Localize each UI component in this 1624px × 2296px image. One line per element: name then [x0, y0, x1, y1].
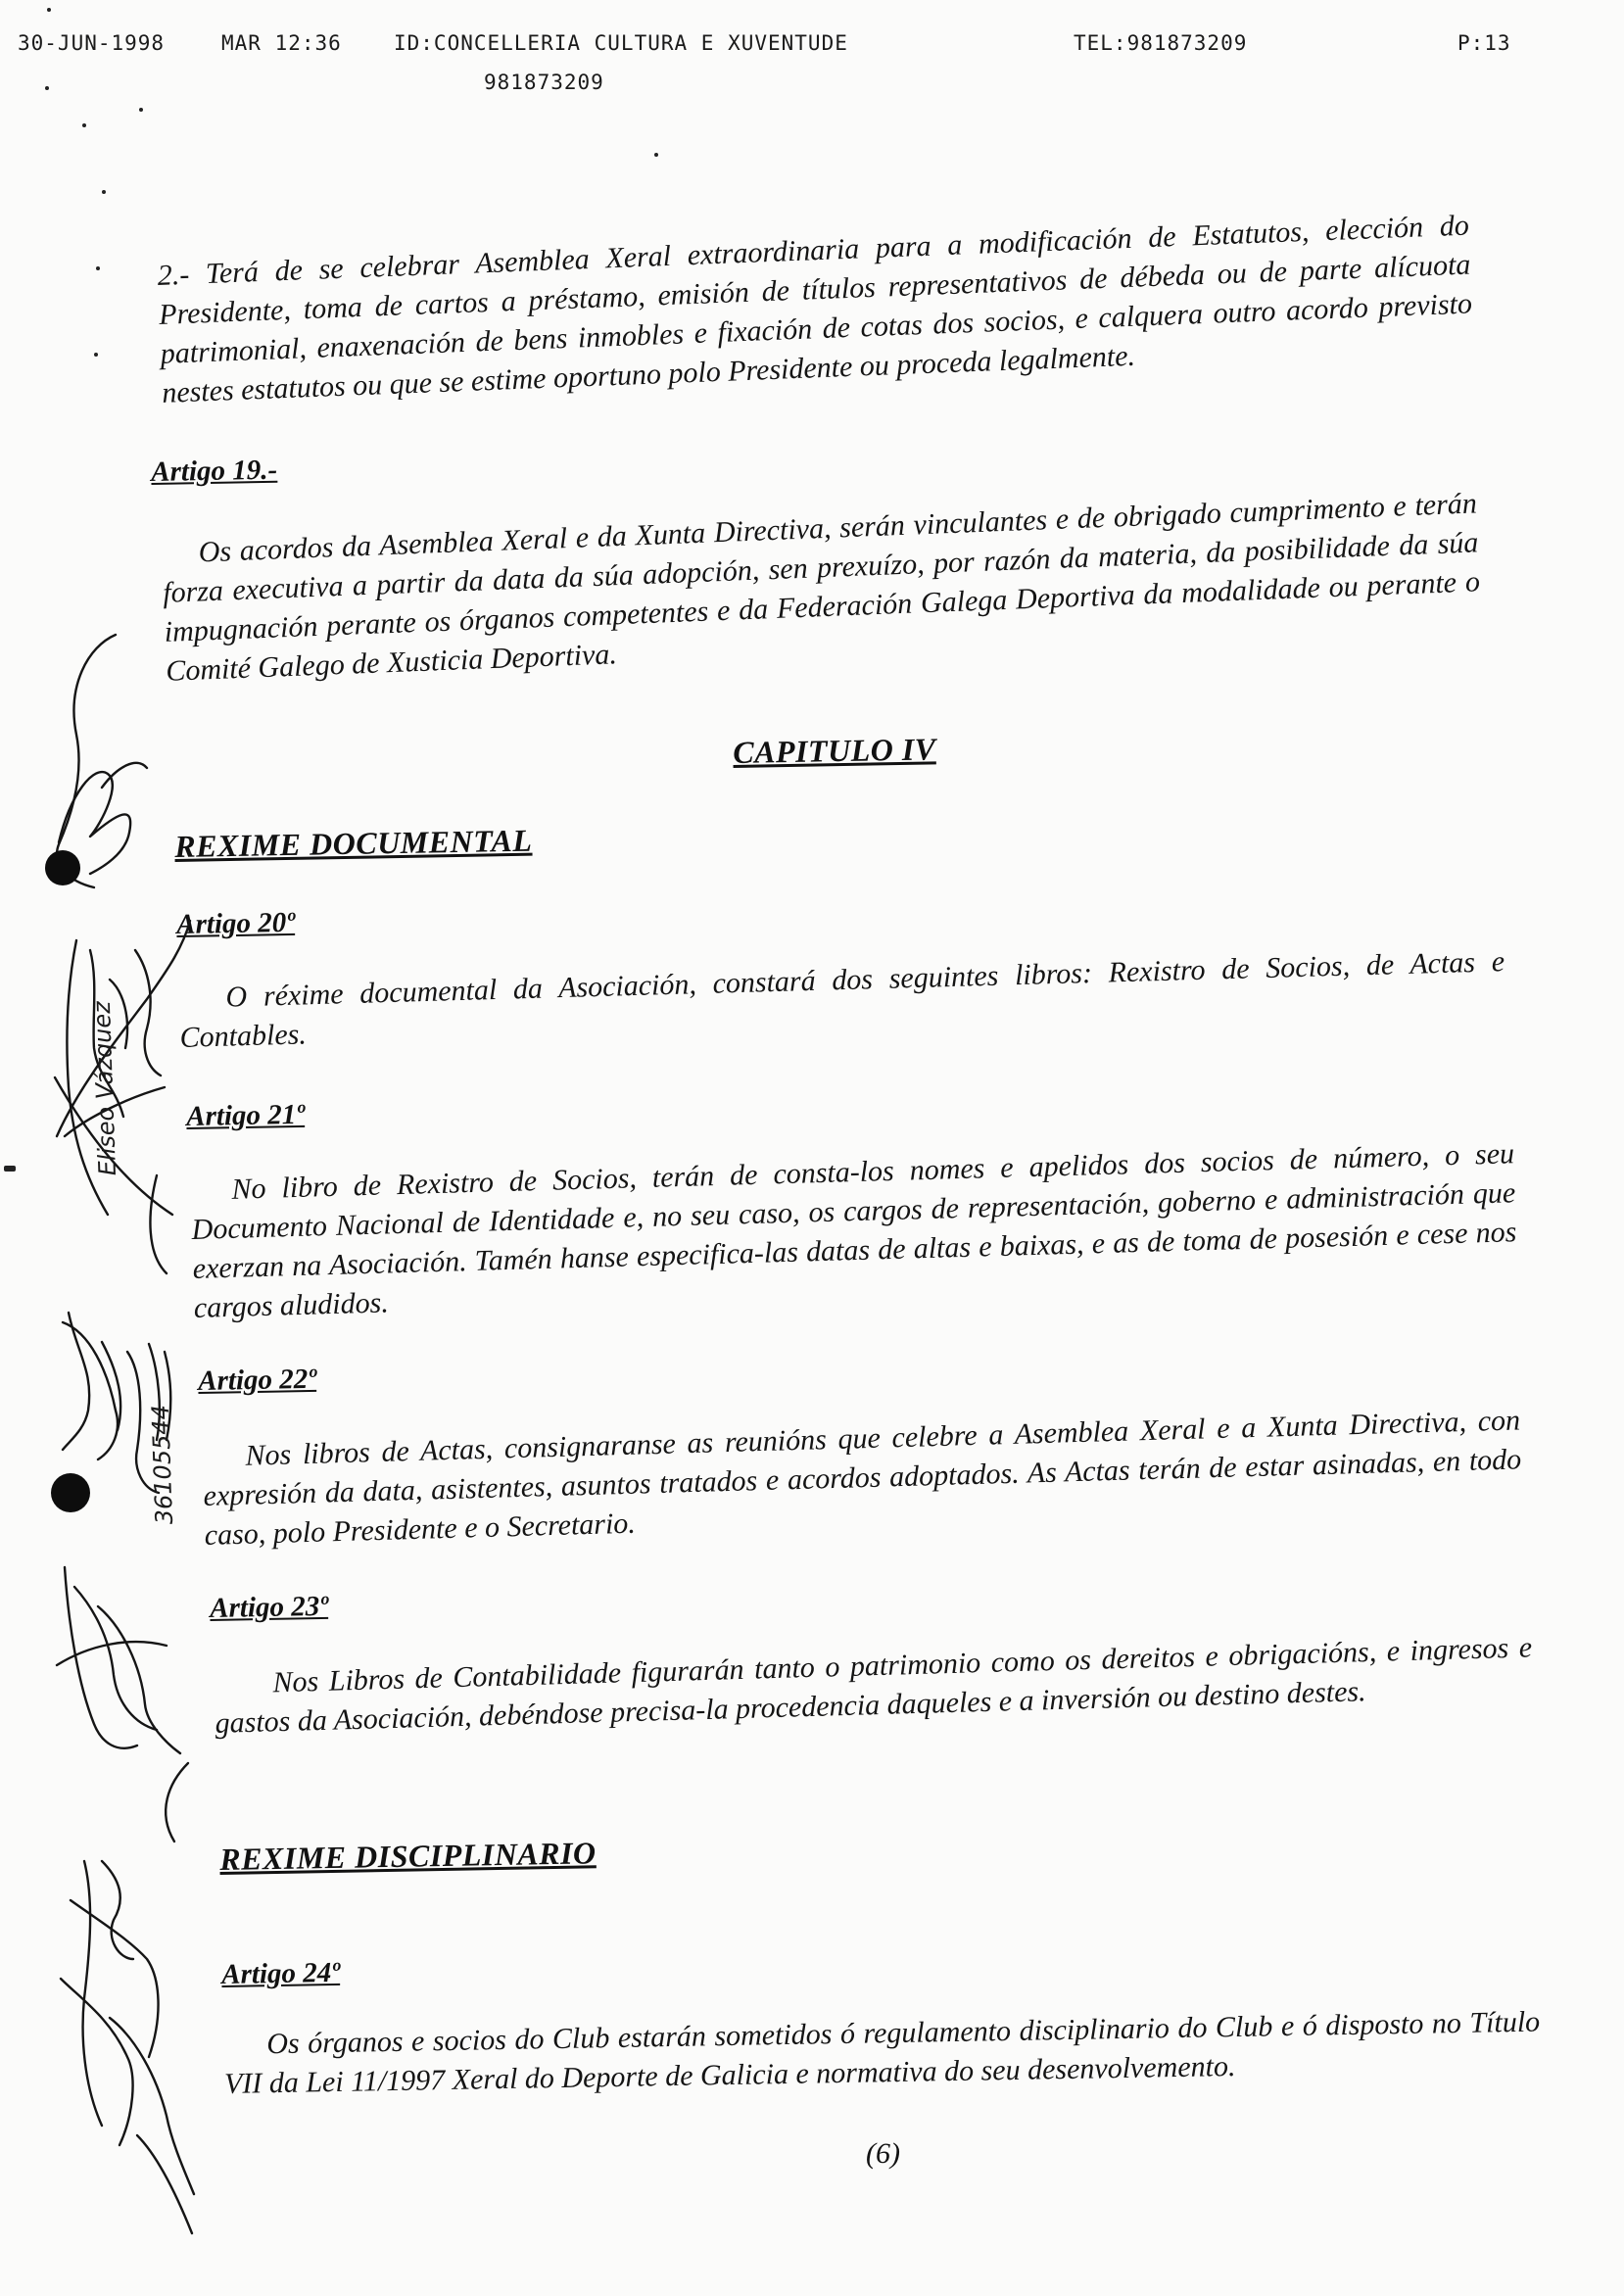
signature-stroke: [61, 1979, 133, 2145]
signature-bracket: [150, 1175, 167, 1273]
artigo-22: [202, 1401, 1523, 1555]
signature-stroke: [137, 2135, 192, 2233]
signature-stroke: [74, 1587, 157, 1730]
signature-stroke: [65, 1567, 137, 1748]
artigo-24: [223, 2003, 1541, 2104]
paragraph-2: [157, 207, 1474, 413]
artigo-24-heading: Artigo 24º: [221, 1956, 341, 1990]
signature-stroke: [135, 950, 161, 1076]
ink-blot: [51, 1473, 90, 1512]
ink-blot: [45, 850, 80, 885]
fax-date: 30-JUN-1998: [18, 31, 166, 55]
scan-speck: [96, 266, 100, 270]
fax-day-time: MAR 12:36: [221, 31, 342, 55]
margin-signatures: [0, 627, 196, 2292]
scan-speck: [139, 108, 143, 112]
scan-speck: [94, 353, 98, 357]
artigo-21-text: No libro de Rexistro de Socios, terán de consta-los nomes e apelidos dos socios de número, o seu Documento Nacional de Identidade e, no seu caso, os cargos de representación, goberno e administración que exerzan na Asociación. Tamén hanse especifica-las datas de altas e baixas, e as de toma de posesión e cese nos cargos aludidos.: [191, 1137, 1517, 1324]
handwritten-name: Eliseo Vázquez: [87, 1000, 121, 1176]
signature-stroke: [57, 921, 190, 1136]
artigo-19-heading: Artigo 19.-: [151, 454, 278, 488]
scan-speck: [45, 86, 49, 90]
scan-speck: [82, 123, 86, 127]
scan-speck: [47, 8, 51, 12]
page-number: (6): [866, 2137, 900, 2170]
signature-stroke: [102, 1861, 133, 1959]
fax-phone-number: 981873209: [484, 71, 604, 94]
artigo-21-heading: Artigo 21º: [186, 1098, 306, 1132]
paragraph-2-text: 2.- Terá de se celebrar Asemblea Xeral extraordinaria para a modificación de Estatutos, elección do Presidente, toma de cartos a préstamo, emisión de títulos representativos de débeda ou de parte alícuota patrimonial, enaxenación de bens inmobles e fixación de cotas dos socios, e calquera outro acordo previsto nestes estatutos ou que se estime oportuno polo Presidente ou proceda legalmente.: [157, 209, 1473, 409]
fax-telephone: TEL:981873209: [1074, 31, 1248, 55]
artigo-19-text: Os acordos da Asemblea Xeral e da Xunta Directiva, serán vinculantes e de obrigado cumprimento e terán forza executiva a partir da data da súa adopción, sen prexuízo, por razón da materia, da posibilidade da súa impugnación perante os órganos competentes e da Federación Galega Deportiva da modalidade ou perante o Comité Galego de Xusticia Deportiva.: [162, 487, 1481, 688]
artigo-23-heading: Artigo 23º: [210, 1590, 329, 1624]
signature-bracket: [166, 1763, 188, 1842]
artigo-21: [190, 1134, 1518, 1328]
section-rexime-documental: REXIME DOCUMENTAL: [174, 822, 533, 864]
artigo-23: [214, 1628, 1534, 1744]
scan-speck: [654, 153, 658, 157]
fax-sender-id: ID:CONCELLERIA CULTURA E XUVENTUDE: [394, 31, 848, 55]
handwritten-id-number: 36105544: [146, 1404, 178, 1525]
signature-stroke: [63, 1313, 89, 1450]
artigo-20-text: O réxime documental da Asociación, constará dos seguintes libros: Rexistro de Socios, de Actas e Contables.: [179, 945, 1505, 1054]
signature-stroke: [83, 1861, 102, 2126]
scan-speck: [102, 190, 106, 194]
artigo-23-text: Nos Libros de Contabilidade figurarán tanto o patrimonio como os dereitos e obrigacións, e ingresos e gastos da Asociación, debéndose precisa-la procedencia daqueles e a inversión ou destino destes.: [215, 1631, 1533, 1740]
signature-stroke: [98, 1606, 180, 1753]
artigo-20: [178, 942, 1506, 1058]
signature-bracket: [57, 635, 116, 887]
chapter-heading: CAPITULO IV: [733, 731, 936, 770]
fax-page-counter: P:13: [1457, 31, 1511, 55]
artigo-22-text: Nos libros de Actas, consignaranse as reunións que celebre a Asemblea Xeral e a Xunta Directiva, con expresión da data, asistentes, asuntos tratados e acordos adoptados. As Actas terán de estar asinadas, en todo caso, polo Presidente e o Secretario.: [203, 1404, 1522, 1552]
artigo-22-heading: Artigo 22º: [198, 1363, 317, 1397]
artigo-20-heading: Artigo 20º: [176, 906, 296, 940]
artigo-19: [161, 484, 1482, 691]
section-rexime-disciplinario: REXIME DISCIPLINARIO: [219, 1835, 597, 1877]
artigo-24-text: Os órganos e socios do Club estarán sometidos ó regulamento disciplinario do Club e ó disposto no Título VII da Lei 11/1997 Xeral do Deporte de Galicia e normativa do seu desenvolvemento.: [223, 2005, 1541, 2100]
